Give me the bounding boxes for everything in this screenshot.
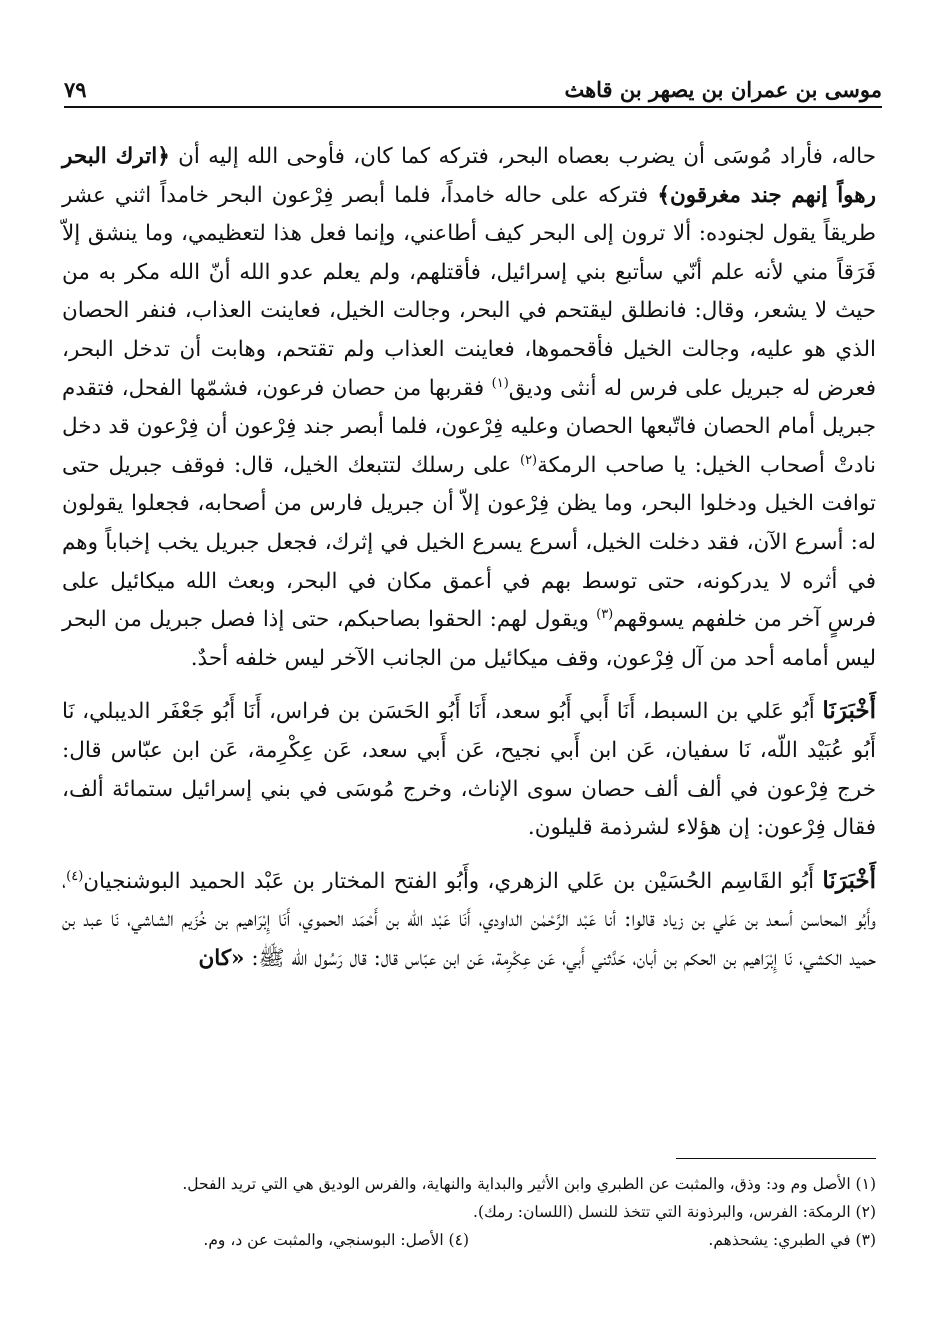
footnote-ref-1[interactable]: (١) — [491, 375, 509, 391]
footnote-ref-2[interactable]: (٢) — [519, 452, 538, 468]
quran-close-bracket: ﴾ — [657, 182, 670, 208]
akhbarana-heading: أَخْبَرَنَا — [822, 866, 876, 894]
hadith-start: «كان — [198, 945, 245, 971]
akhbarana-heading: أَخْبَرَنَا — [822, 697, 876, 725]
footnote-ref-4[interactable]: (٤) — [66, 868, 84, 884]
paragraph-1-part-e: ويقول لهم: الحقوا بصاحبكم، حتى إذا فصل جبريل من البحر ليس أمامه أحد من آل فِرْعون، وقف ميكائيل من الجانب الآخر ليس خلفه أحدٌ. — [62, 607, 876, 671]
paragraph-1-part-d: على رسلك لتتبعك الخيل، قال: فوقف جبريل حتى توافت الخيل ودخلوا البحر، وما يظن فِرْعون إلاّ أن جبريل فارس من أصحابه، فجعلوا يقولون له: أسرع الآن، فقد دخلت الخيل، أسرع يسرع الخيل في إثرك، فجعل جبريل يخب إخباباً وهم في أثره لا يدركونه، حتى توسط بهم في أعمق مكان في البحر، وبعث الله ميكائيل على فرسٍ آخر من خلفهم يسوقهم — [62, 452, 876, 633]
quran-verse: اترك البحر رهواً إنهم جند مغرقون — [62, 144, 876, 208]
footnotes — [62, 1170, 876, 1254]
paragraph-1 — [62, 138, 876, 678]
main-text — [62, 138, 876, 978]
footnote-2: (٢) الرمكة: الفرس، والبرذونة التي تتخذ للنسل (اللسان: رمك). — [473, 1203, 876, 1221]
running-title: موسى بن عمران بن يصهر بن قاهث — [564, 77, 882, 102]
paragraph-1-part-c: فقربها من حصان فرعون، فشمّها الفحل، فتقدم جبريل أمام الحصان فاتّبعها الحصان وعليه فِرْعون، فلما أبصر جند فِرْعون أن فِرْعون قد دخل نادتْ أصحاب الخيل: يا صاحب الرمكة — [62, 375, 876, 478]
footnote-3: (٣) في الطبري: يشحذهم. — [708, 1231, 876, 1249]
footnote-1: (١) الأصل وم ود: وذق، والمثبت عن الطبري وابن الأثير والبداية والنهاية، والفرس الوديق هي التي تريد الفحل. — [182, 1175, 876, 1193]
paragraph-2 — [62, 692, 876, 847]
quran-open-bracket: ﴿ — [157, 144, 170, 169]
paragraph-2-text: أَبُو عَلي بن السبط، أَنَا أَبي أَبُو سعد، أَنَا أَبُو الحَسَن بن فراس، أَنَا أَبُو جَعْفَر الديبلي، نَا أَبُو عُبَيْد اللّه، نَا سفيان، عَن ابن أَبي نجيح، عَن أَبي سعد، عَن عِكْرِمة، عَن ابن عبّاس قال: خرج فِرْعون في ألف ألف حصان سوى الإناث، وخرج مُوسَى في بني إسرائيل ستمائة ألف، فقال فِرْعون: إن هؤلاء لشرذمة قليلون. — [62, 699, 876, 841]
paragraph-3-part-a: أَبُو القَاسِم الحُسَيْن بن عَلي الزهري، وأَبُو الفتح المختار بن عَبْد الحميد البوشنجيان — [83, 868, 823, 894]
footnote-row — [62, 1226, 876, 1254]
paragraph-1-part-a: حاله، فأراد مُوسَى أن يضرب بعصاه البحر، فتركه كما كان، فأوحى الله إليه أن — [169, 144, 876, 169]
paragraph-1-part-b: فتركه على حاله خامداً، فلما أبصر فِرْعون البحر خامداً اثني عشر طريقاً يقول لجنوده: ألا ترون إلى البحر كيف أطاعني، وإنما فعل هذا لتعظيمي، وما ينشق إلاّ فَرَقاً مني لأنه علم أنّي سأتبع بني إسرائيل، فأقتلهم، ولم يعلم عدو الله أنّ الله مكر به من حيث لا يشعر، وقال: فانطلق ليقتحم في البحر، وجالت الخيل، فعاينت العذاب، فنفر الحصان الذي هو عليه، وجالت الخيل فأقحموها، فعاينت العذاب ولم تقتحم، وهابت أن تدخل البحر، فعرض له جبريل على فرس له أنثى وديق — [62, 182, 876, 401]
paragraph-3 — [62, 862, 876, 979]
footnote-ref-3[interactable]: (٣) — [596, 606, 614, 622]
footnote-4: (٤) الأصل: البوسنجي، والمثبت عن د، وم. — [203, 1231, 469, 1249]
paragraph-3-part-b: ، وأَبُو المحاسن أسعد بن عَلي بن زياد قالوا: أنا عَبْد الرَّحْمٰن الداودي، أَنَا عَبْد اللّه بن أَحْمَد الحموي، أَنَا إِبْرَاهيم بن خُزَيم الشاشي، نَا عبد بن حميد الكشي، نَا إِبْرَاهيم بن الحكم بن أبان، حَدَّثني أَبي، عَن عِكْرِمة، عَن ابن عبّاس قال: قال رَسُول الله ﷺ: — [62, 868, 876, 971]
footnote-separator — [676, 1158, 876, 1159]
page-number: ٧٩ — [64, 77, 87, 102]
page-header — [64, 62, 882, 108]
